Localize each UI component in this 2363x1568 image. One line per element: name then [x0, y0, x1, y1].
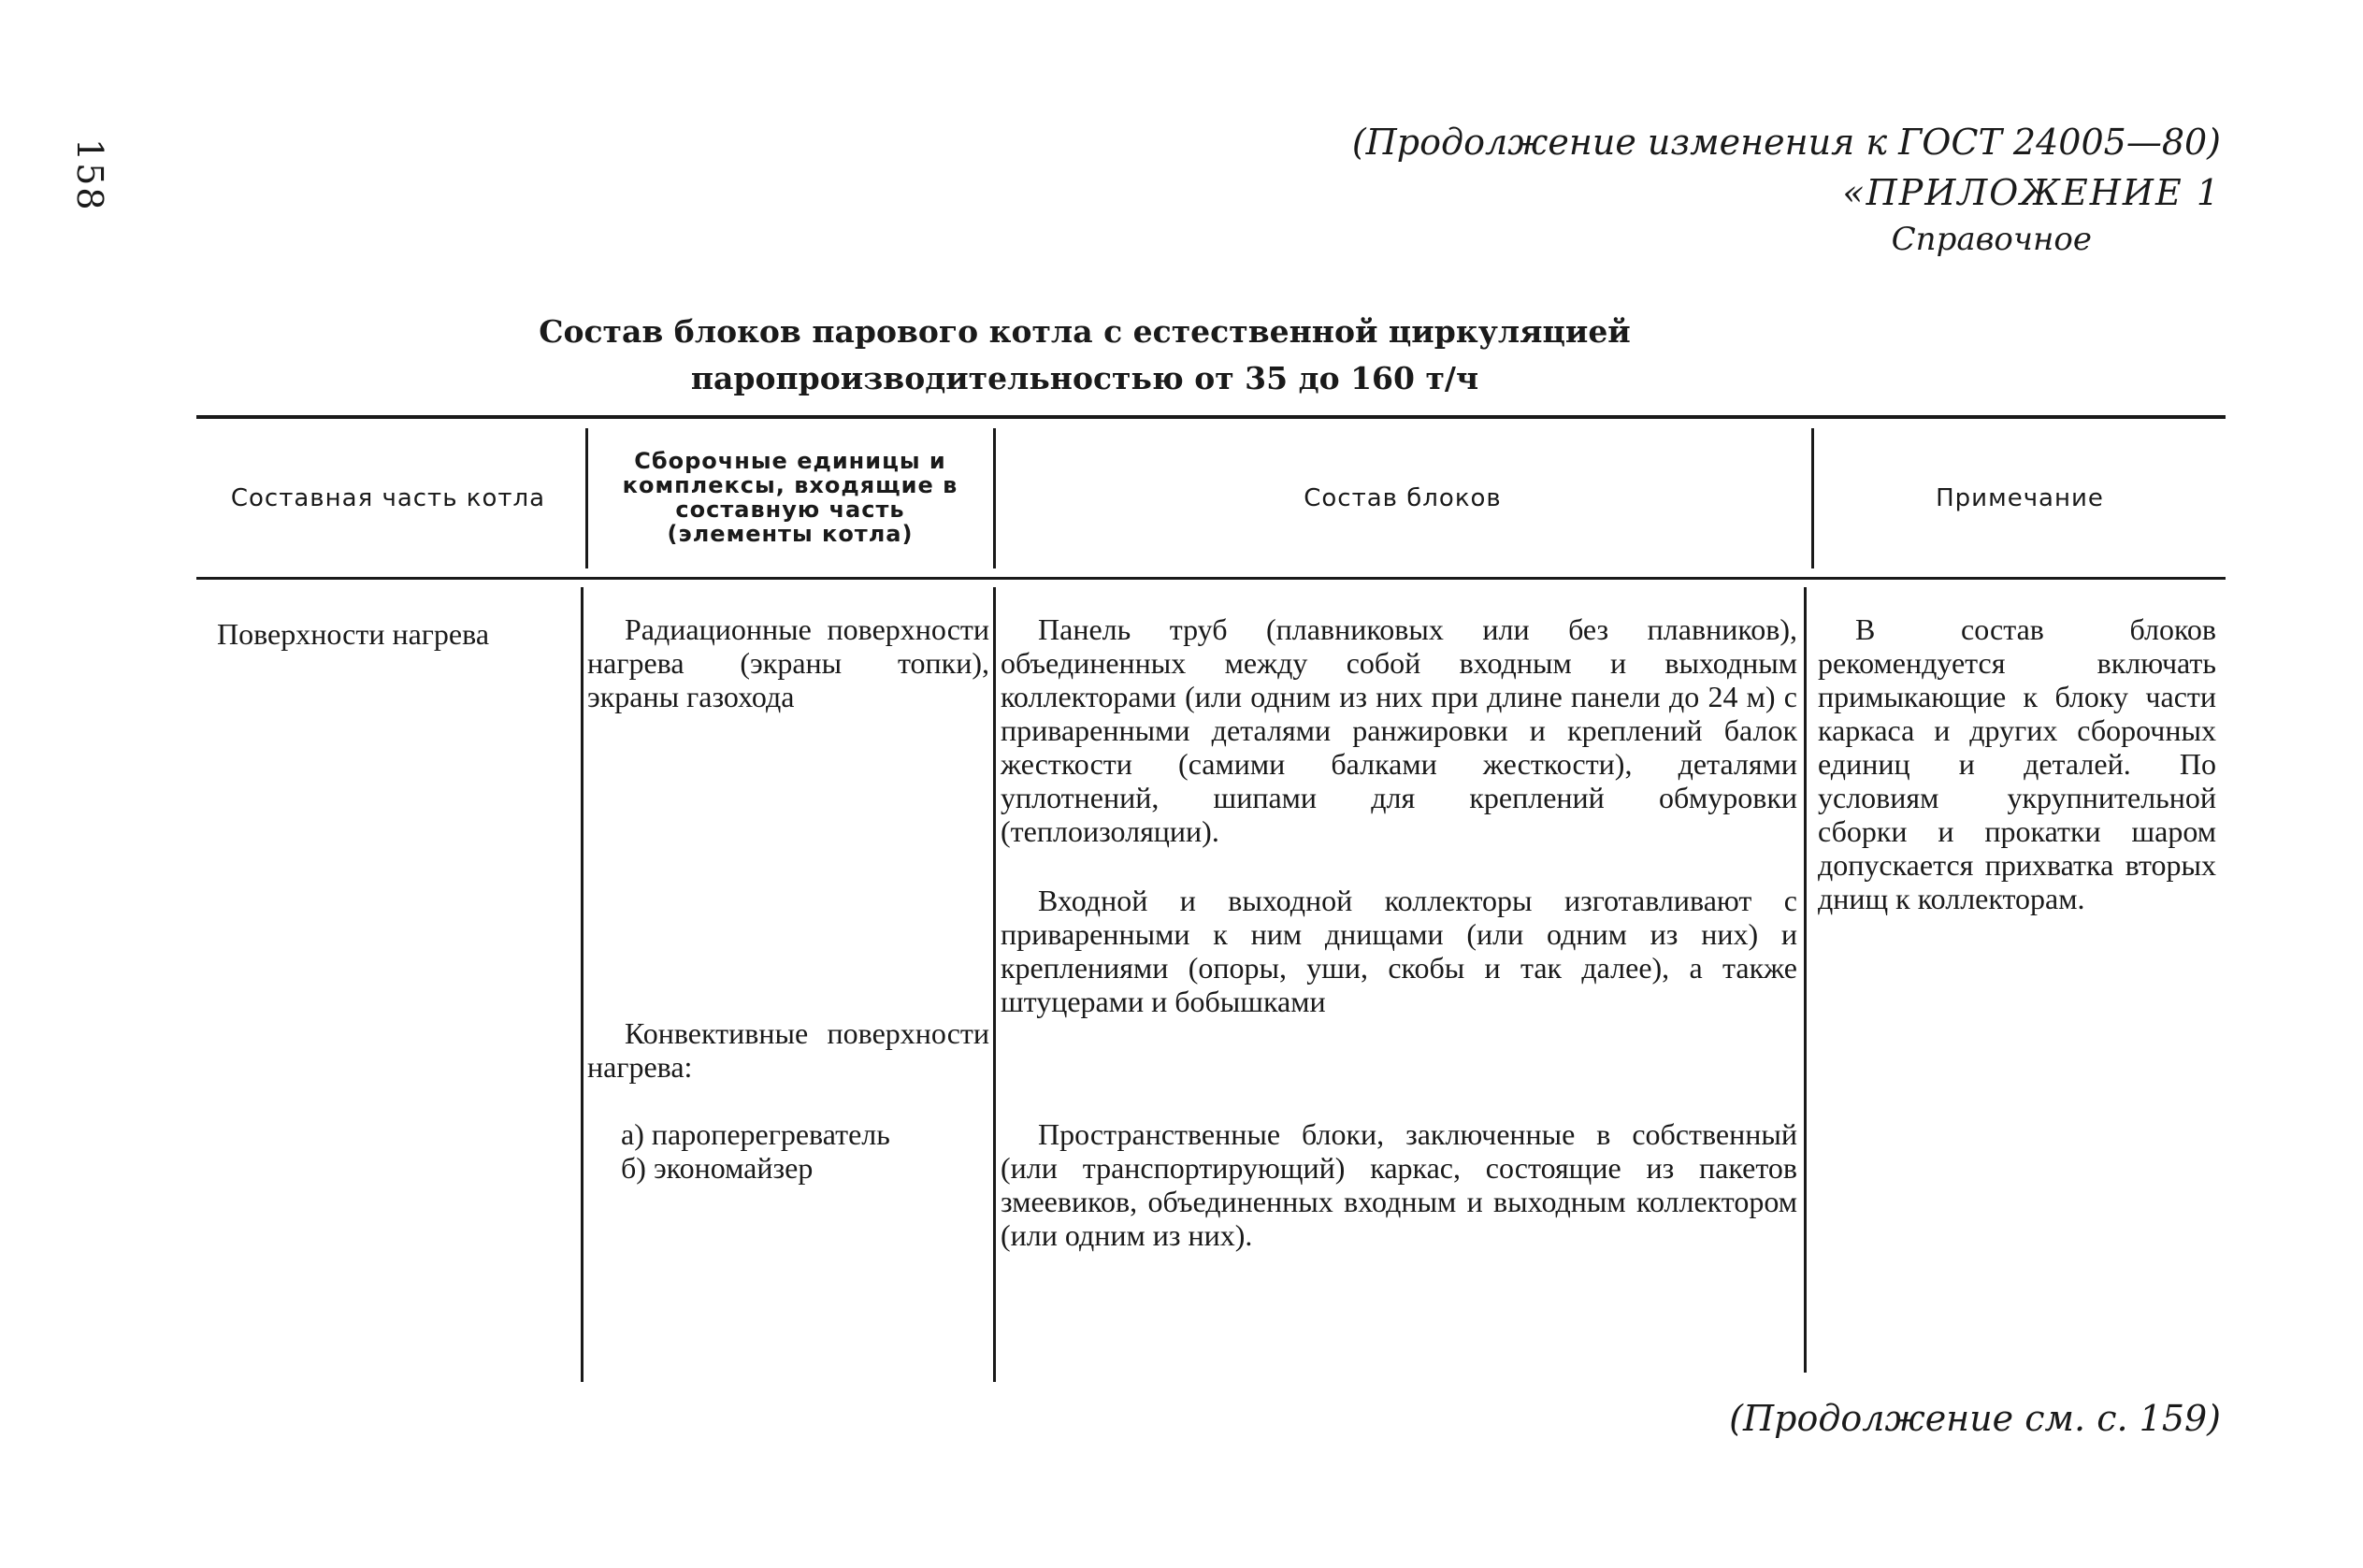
cell-part: Поверхности нагрева: [217, 617, 490, 651]
cell-blocks-panel: Панель труб (плавниковых или без плавников), объединенных между собой входным и выходным коллекторами (или одним из них при длине панели до 24 м) с приваренными деталями ранжировки и креплений балок жесткости (самими балками жесткости), деталями уплотнений, шипами для креплений обмуровки (теплоизоляции).: [1001, 612, 1797, 848]
cell-note: В состав блоков рекомендуется включать примыкающие к блоку части каркаса и других сборочных единиц и деталей. По условиям укрупнительной сборки и прокатки шаром допускается прихватка вторых днищ к коллекторам.: [1818, 612, 2216, 915]
column-divider-1: [585, 428, 588, 568]
cell-blocks-collectors: Входной и выходной коллекторы изготавливают с приваренными к ним днищами (или одним из них) и креплениями (опоры, уши, скобы и так далее), а также штуцерами и бобышками: [1001, 884, 1797, 1018]
table-title-line-2: паропроизводительностью от 35 до 160 т/ч: [690, 360, 1479, 396]
header-blocks: Состав блоков: [1304, 484, 1502, 512]
page-number: 158: [69, 138, 110, 212]
cell-blocks-spatial: Пространственные блоки, заключенные в собственный (или транспортирующий) каркас, состоящие из пакетов змеевиков, объединенных входным и выходным коллектором (или одним из них).: [1001, 1117, 1797, 1252]
cell-units-item-a: а) пароперегреватель: [621, 1117, 890, 1151]
column-divider-3-body: [1804, 587, 1807, 1373]
appendix-label: «ПРИЛОЖЕНИЕ 1: [1842, 172, 2221, 213]
cell-units-convective: Конвективные поверхности нагрева:: [587, 1016, 989, 1084]
table-header-rule: [196, 577, 2226, 580]
continuation-header: (Продолжение изменения к ГОСТ 24005—80): [1351, 122, 2221, 163]
table-title: [524, 309, 1646, 402]
header-note: Примечание: [1936, 484, 2104, 512]
cell-units-item-b: б) экономайзер: [621, 1151, 814, 1185]
column-divider-2: [993, 428, 996, 568]
continuation-footer: (Продолжение см. с. 159): [1729, 1398, 2221, 1439]
cell-units-radiation: Радиационные поверхности нагрева (экраны топки), экраны газохода: [587, 612, 989, 713]
table-top-rule: [196, 415, 2226, 419]
column-divider-2-body: [993, 587, 996, 1382]
header-units: Сборочные единицы и комплексы, входящие в составную часть (элементы котла): [622, 448, 958, 547]
reference-label: Справочное: [1891, 221, 2092, 258]
header-part: Составная часть котла: [230, 484, 546, 512]
column-divider-3: [1811, 428, 1814, 568]
column-divider-1-body: [581, 587, 584, 1382]
table-title-line-1: Состав блоков парового котла с естественной циркуляцией: [539, 313, 1631, 350]
